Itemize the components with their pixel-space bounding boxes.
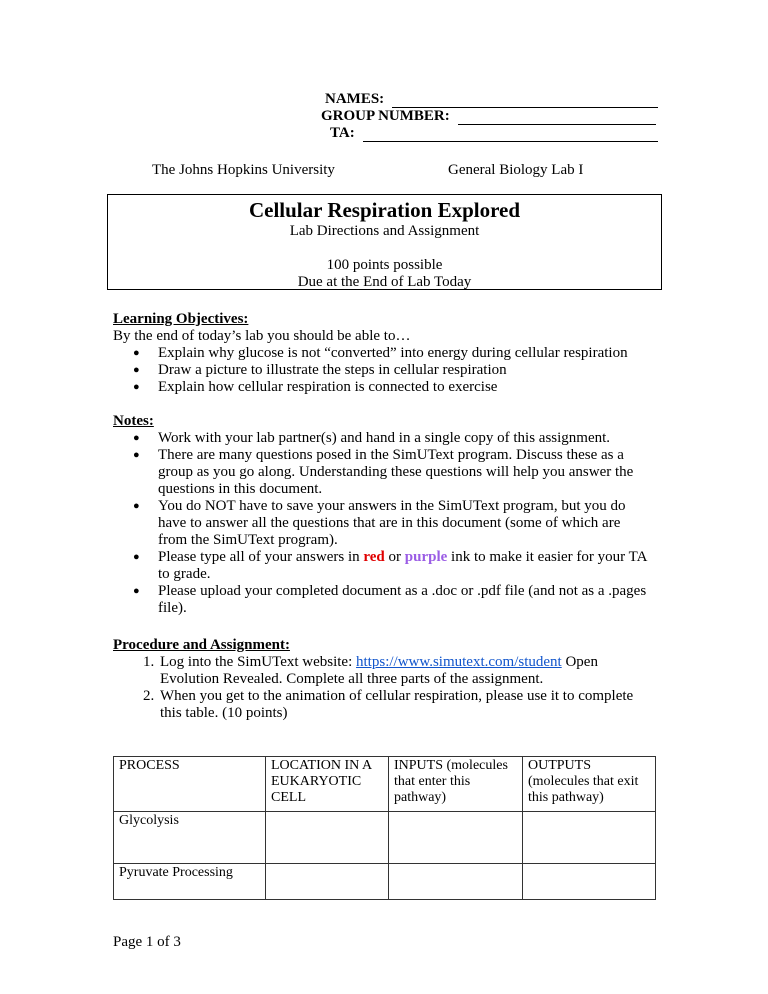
step1-text-end: Open Evolution Revealed. Complete all three parts of the assignment. <box>160 654 598 687</box>
objective-item: ● Draw a picture to illustrate the steps in cellular respiration <box>158 362 663 379</box>
ink-text: Please type all of your answers in <box>158 549 364 565</box>
answer-cell[interactable] <box>266 812 389 864</box>
procedure-section <box>113 637 648 722</box>
ta-label: TA: <box>330 125 355 141</box>
objective-item: ● Explain how cellular respiration is connected to exercise <box>158 379 663 396</box>
group-number-field[interactable] <box>321 108 656 125</box>
course-name: General Biology Lab I <box>448 162 584 178</box>
ta-line[interactable] <box>363 127 658 142</box>
notes-heading: Notes: <box>113 413 154 429</box>
names-label: NAMES: <box>325 91 385 107</box>
table-header-row <box>114 757 656 812</box>
process-cell: Glycolysis <box>114 812 266 864</box>
university-name: The Johns Hopkins University <box>152 162 335 178</box>
notes-section <box>113 413 648 617</box>
note-item: ● There are many questions posed in the SimUText program. Discuss these as a group as you go along. Understanding these questions will help you answer the questions in this document. <box>158 447 648 498</box>
header-cell: OUTPUTS (molecules that exit this pathway) <box>523 757 656 812</box>
procedure-step-2: 2. When you get to the animation of cellular respiration, please use it to complete this table. (10 points) <box>158 688 648 722</box>
ta-field[interactable] <box>330 125 658 142</box>
simutext-link[interactable]: https://www.simutext.com/student <box>356 654 562 670</box>
note-item-ink <box>158 549 648 583</box>
learning-objectives-section <box>113 311 663 396</box>
names-line[interactable] <box>392 93 658 108</box>
procedure-step-1 <box>158 654 648 688</box>
red-word: red <box>363 549 385 565</box>
objective-item: ● Explain why glucose is not “converted” into energy during cellular respiration <box>158 345 663 362</box>
answer-cell[interactable] <box>523 812 656 864</box>
header-cell: INPUTS (molecules that enter this pathway) <box>389 757 523 812</box>
title-box <box>107 194 662 290</box>
note-item: ● Work with your lab partner(s) and hand in a single copy of this assignment. <box>158 430 648 447</box>
answer-cell[interactable] <box>266 864 389 900</box>
process-cell: Pyruvate Processing <box>114 864 266 900</box>
due-text: Due at the End of Lab Today <box>297 274 472 290</box>
objectives-intro: By the end of today’s lab you should be able to… <box>113 328 411 344</box>
ink-or: or <box>384 549 405 565</box>
header-cell: PROCESS <box>114 757 266 812</box>
document-subtitle: Lab Directions and Assignment <box>289 223 480 239</box>
document-title: Cellular Respiration Explored <box>248 198 521 222</box>
answer-cell[interactable] <box>389 864 523 900</box>
answer-cell[interactable] <box>523 864 656 900</box>
procedure-heading: Procedure and Assignment: <box>113 637 290 653</box>
objectives-heading: Learning Objectives: <box>113 311 249 327</box>
step1-text: Log into the SimUText website: <box>160 654 357 670</box>
header-cell: LOCATION IN A EUKARYOTIC CELL <box>266 757 389 812</box>
respiration-table <box>113 756 656 900</box>
group-number-label: GROUP NUMBER: <box>321 108 450 124</box>
table-row <box>114 812 656 864</box>
purple-word: purple <box>404 549 448 565</box>
page-number: Page 1 of 3 <box>113 934 181 950</box>
answer-cell[interactable] <box>389 812 523 864</box>
table-row <box>114 864 656 900</box>
note-item: ● Please upload your completed document as a .doc or .pdf file (and not as a .pages file). <box>158 583 648 617</box>
note-item: ● You do NOT have to save your answers in the SimUText program, but you do have to answer all the questions that are in this document (some of which are from the SimUText program). <box>158 498 648 549</box>
group-number-line[interactable] <box>458 110 656 125</box>
names-field[interactable] <box>325 91 658 108</box>
ink-text-end: ink to make it easier for your TA to grade. <box>158 549 647 582</box>
points-text: 100 points possible <box>326 257 443 273</box>
